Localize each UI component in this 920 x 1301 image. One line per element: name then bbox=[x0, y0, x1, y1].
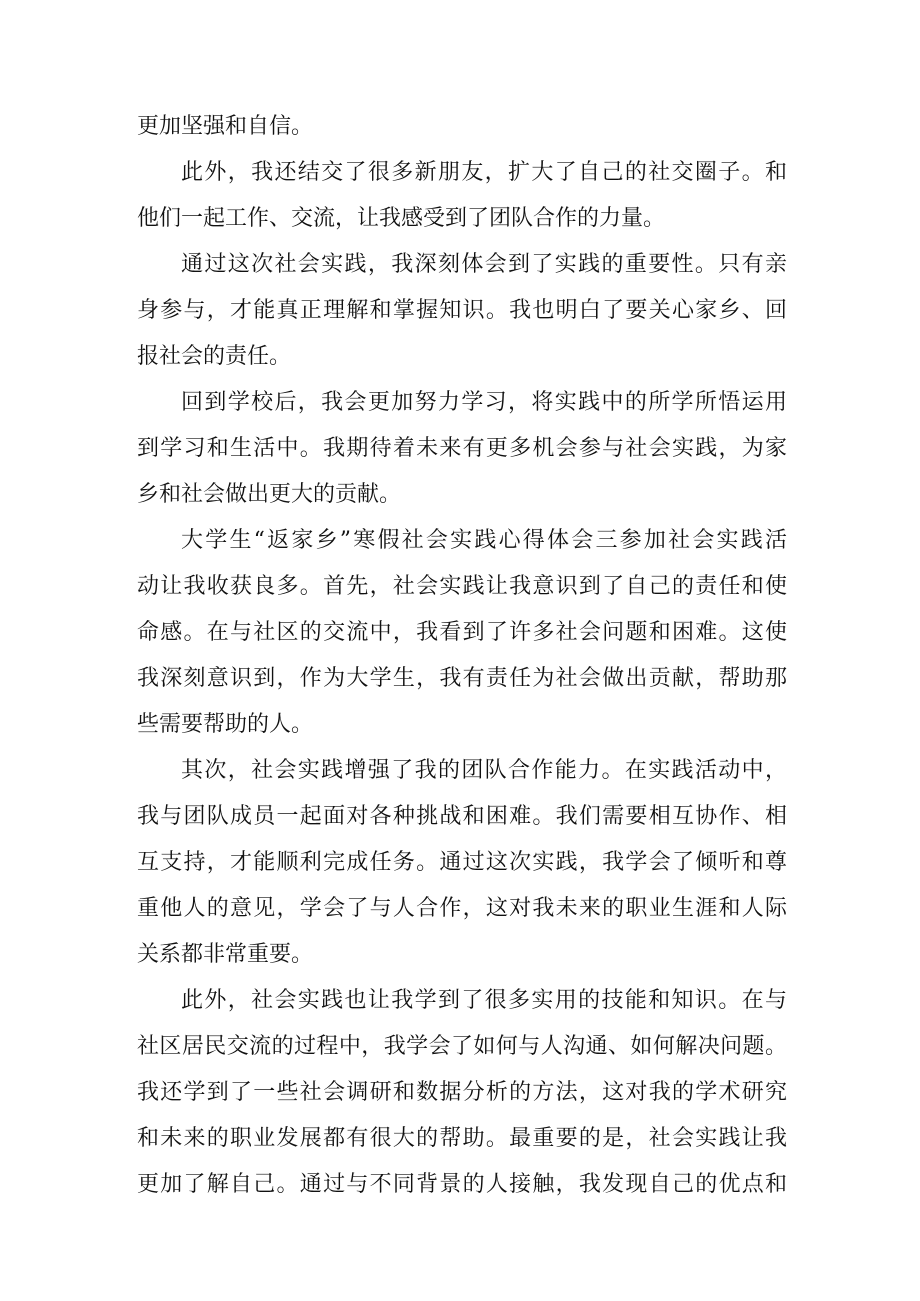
text-line: 我与团队成员一起面对各种挑战和困难。我们需要相互协作、相 bbox=[137, 804, 787, 829]
text-line: 和未来的职业发展都有很大的帮助。最重要的是，社会实践让我 bbox=[137, 1126, 787, 1151]
text-line: 他们一起工作、交流，让我感受到了团队合作的力量。 bbox=[137, 206, 666, 231]
paragraph-6 bbox=[137, 748, 787, 978]
paragraph-2 bbox=[137, 150, 787, 242]
text-line: 此外，社会实践也让我学到了很多实用的技能和知识。在与 bbox=[181, 988, 787, 1013]
text-line: 互支持，才能顺利完成任务。通过这次实践，我学会了倾听和尊 bbox=[137, 850, 787, 875]
text-line: 回到学校后，我会更加努力学习，将实践中的所学所悟运用 bbox=[181, 390, 787, 415]
text-line: 乡和社会做出更大的贡献。 bbox=[137, 482, 402, 507]
text-line: 更加了解自己。通过与不同背景的人接触，我发现自己的优点和 bbox=[137, 1172, 787, 1197]
paragraph-4 bbox=[137, 380, 787, 518]
text-line: 到学习和生活中。我期待着未来有更多机会参与社会实践，为家 bbox=[137, 436, 787, 461]
text-line: 重他人的意见，学会了与人合作，这对我未来的职业生涯和人际 bbox=[137, 896, 787, 921]
text-line: 身参与，才能真正理解和掌握知识。我也明白了要关心家乡、回 bbox=[137, 298, 787, 323]
text-line: 命感。在与社区的交流中，我看到了许多社会问题和困难。这使 bbox=[137, 620, 787, 645]
text-line: 大学生“返家乡”寒假社会实践心得体会三参加社会实践活 bbox=[181, 528, 787, 553]
text-line: 社区居民交流的过程中，我学会了如何与人沟通、如何解决问题。 bbox=[137, 1034, 787, 1059]
text-line: 关系都非常重要。 bbox=[137, 942, 314, 967]
text-line: 些需要帮助的人。 bbox=[137, 712, 314, 737]
text-line: 报社会的责任。 bbox=[137, 344, 292, 369]
text-line: 通过这次社会实践，我深刻体会到了实践的重要性。只有亲 bbox=[181, 252, 787, 277]
paragraph-7 bbox=[137, 978, 787, 1208]
text-line: 动让我收获良多。首先，社会实践让我意识到了自己的责任和使 bbox=[137, 574, 787, 599]
paragraph-3 bbox=[137, 242, 787, 380]
paragraph-5 bbox=[137, 518, 787, 748]
document-page bbox=[137, 104, 787, 1208]
paragraph-1 bbox=[137, 104, 787, 150]
text-line: 其次，社会实践增强了我的团队合作能力。在实践活动中， bbox=[181, 758, 787, 783]
text-line: 此外，我还结交了很多新朋友，扩大了自己的社交圈子。和 bbox=[181, 160, 787, 185]
text-line: 更加坚强和自信。 bbox=[137, 114, 314, 139]
text-line: 我还学到了一些社会调研和数据分析的方法，这对我的学术研究 bbox=[137, 1080, 787, 1105]
text-line: 我深刻意识到，作为大学生，我有责任为社会做出贡献，帮助那 bbox=[137, 666, 787, 691]
